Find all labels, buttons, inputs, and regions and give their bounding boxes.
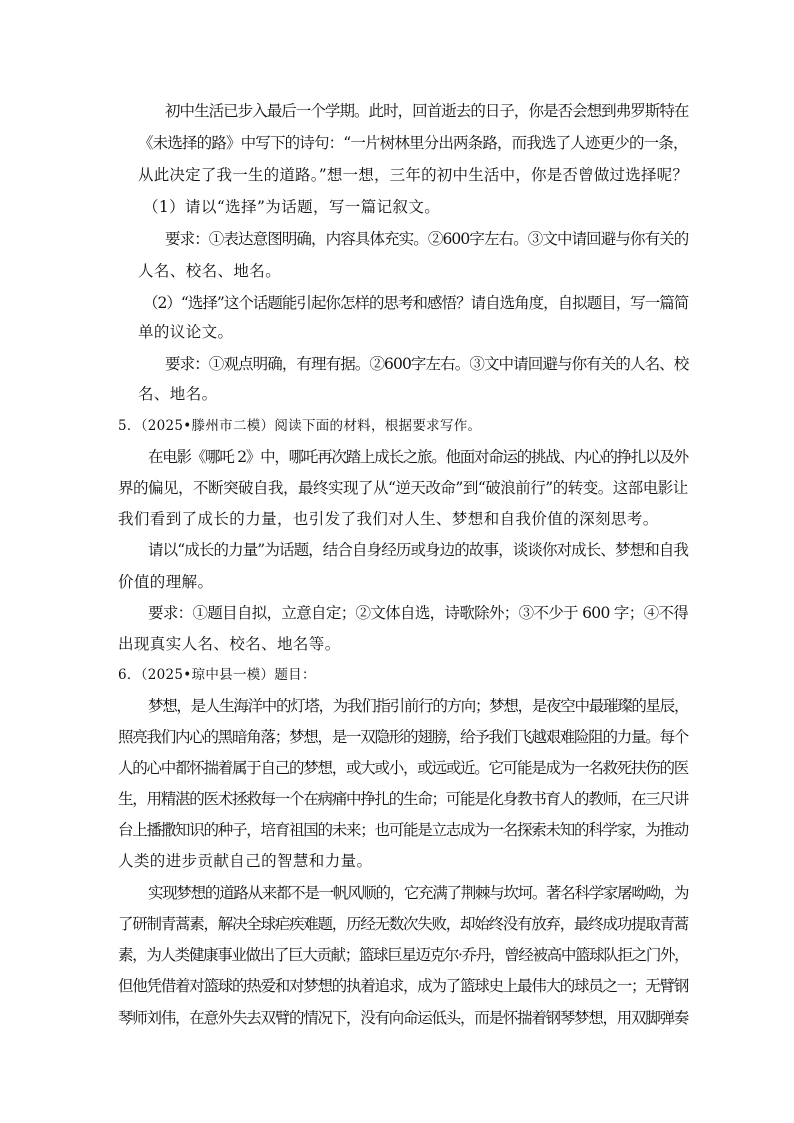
task2-req-line-2: 名、地名。 xyxy=(138,385,218,403)
q6-header: 6．（2025•琼中县一模）题目： xyxy=(118,667,316,683)
task1-title: （1）请以“选择”为话题，写一篇记叙文。 xyxy=(143,198,441,216)
task2-title-line-1: （2）“选择”这个话题能引起你怎样的思考和感悟？请自选角度，自拟题目，写一篇简 xyxy=(143,294,689,312)
task2-title-line-2: 单的议论文。 xyxy=(138,323,234,341)
q6-para1-line-6: 人类的进步贡献自己的智慧和力量。 xyxy=(118,852,373,870)
q6-para2-line-3: 素，为人类健康事业做出了巨大贡献；篮球巨星迈克尔·乔丹，曾经被高中篮球队拒之门外， xyxy=(118,946,689,964)
q6-para1-line-4: 生，用精湛的医术拯救每一个在病痛中挣扎的生命；可能是化身教书育人的教师，在三尺讲 xyxy=(118,790,689,808)
task1-req-line-2: 人名、校名、地名。 xyxy=(138,262,282,280)
q5-para1-line-2: 界的偏见，不断突破自我，最终实现了从“逆天改命”到“破浪前行”的转变。这部电影让 xyxy=(118,479,688,497)
q5-para2-line-2: 价值的理解。 xyxy=(118,573,214,591)
q6-para1-line-1: 梦想，是人生海洋中的灯塔，为我们指引前行的方向；梦想，是夜空中最璀璨的星辰， xyxy=(148,697,689,715)
q6-para2-line-2: 了研制青蒿素，解决全球疟疾难题，历经无数次失败，却始终没有放弃，最终成功提取青蒿 xyxy=(118,915,689,933)
q5-para2-line-1: 请以“成长的力量”为话题，结合自身经历或身边的故事，谈谈你对成长、梦想和自我 xyxy=(148,541,689,559)
q6-para1-line-5: 台上播撒知识的种子，培育祖国的未来；也可能是立志成为一名探索未知的科学家，为推动 xyxy=(118,821,689,839)
q6-para2-line-5: 琴师刘伟，在意外失去双臂的情况下，没有向命运低头，而是怀揣着钢琴梦想，用双脚弹奏 xyxy=(118,1009,689,1027)
q5-para1-line-1: 在电影《哪吒 2》中，哪吒再次踏上成长之旅。他面对命运的挑战、内心的挣扎以及外 xyxy=(148,448,688,466)
intro-line-3: 从此决定了我一生的道路。”想一想，三年的初中生活中，你是否曾做过选择呢？ xyxy=(138,166,689,184)
q5-req-line-2: 出现真实人名、校名、地名等。 xyxy=(118,635,341,653)
q6-para1-line-2: 照亮我们内心的黑暗角落；梦想，是一双隐形的翅膀，给予我们飞越艰难险阻的力量。每个 xyxy=(118,728,689,746)
task1-req-line-1: 要求：①表达意图明确，内容具体充实。②600字左右。③文中请回避与你有关的 xyxy=(165,230,689,248)
q6-para2-line-1: 实现梦想的道路从来都不是一帆风顺的，它充满了荆棘与坎坷。著名科学家屠呦呦，为 xyxy=(148,884,689,902)
q5-req-line-1: 要求：①题目自拟，立意自定；②文体自选，诗歌除外；③不少于 600 字；④不得 xyxy=(148,604,689,622)
intro-line-1: 初中生活已步入最后一个学期。此时，回首逝去的日子，你是否会想到弗罗斯特在 xyxy=(165,102,689,120)
intro-line-2: 《未选择的路》中写下的诗句：“一片树林里分出两条路，而我选了人迹更少的一条， xyxy=(138,134,688,152)
q5-header: 5．（2025•滕州市二模）阅读下面的材料，根据要求写作。 xyxy=(118,418,482,434)
q6-para1-line-3: 人的心中都怀揣着属于自己的梦想，或大或小，或远或近。它可能是成为一名救死扶伤的医 xyxy=(118,759,689,777)
q6-para2-line-4: 但他凭借着对篮球的热爱和对梦想的执着追求，成为了篮球史上最伟大的球员之一；无臂钢 xyxy=(118,977,689,995)
task2-req-line-1: 要求：①观点明确，有理有据。②600字左右。③文中请回避与你有关的人名、校 xyxy=(165,355,689,373)
q5-para1-line-3: 我们看到了成长的力量，也引发了我们对人生、梦想和自我价值的深刻思考。 xyxy=(118,510,659,528)
